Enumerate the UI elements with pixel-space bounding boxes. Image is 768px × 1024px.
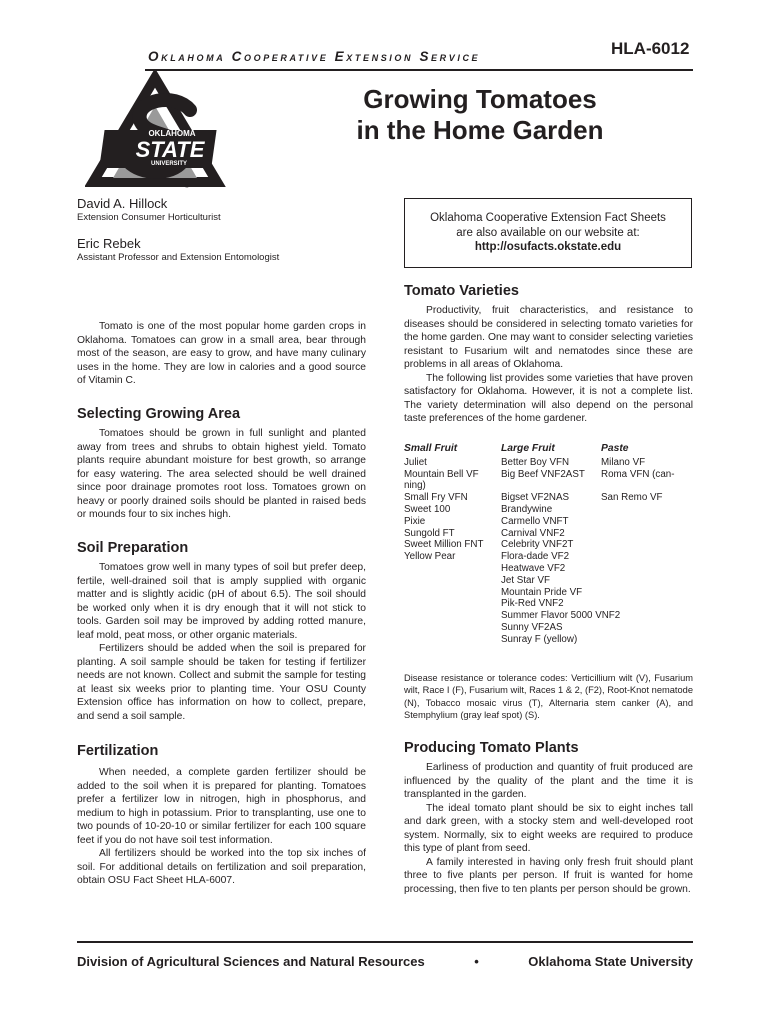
list-item: Brandywine [501,503,553,515]
list-item: Jet Star VF [501,574,550,586]
page-title [302,84,658,146]
list-item: Better Boy VFN [501,456,570,468]
heading-fertilization: Fertilization [77,743,159,759]
website-info-box [404,198,692,268]
variety-header-large: Large Fruit [501,443,555,454]
list-item: Sungold FT [404,527,455,539]
factbox-line-2: are also available on our website at: [456,226,640,239]
factbox-url[interactable]: http://osufacts.okstate.edu [474,241,622,253]
heading-producing-tomato-plants: Producing Tomato Plants [404,740,579,756]
list-item: Celebrity VNF2T [501,539,574,551]
list-item: San Remo VF [601,492,663,504]
variety-header-paste: Paste [601,443,629,454]
list-item: Sunray F (yellow) [501,633,578,645]
list-item: Yellow Pear [404,551,456,563]
list-item: Carmello VNFT [501,515,569,527]
heading-selecting-growing-area: Selecting Growing Area [77,406,241,422]
author-title-1: Extension Consumer Horticulturist [77,212,221,223]
list-item: Summer Flavor 5000 VNF2 [501,610,621,622]
list-item: Sweet Million FNT [404,539,484,551]
logo-text-state: STATE [135,137,205,162]
section-soil-body: Tomatoes grow well in many types of soil but prefer deep, fertile, well-drained soil that is amply supplied with organic matter and is slightly acidic (pH of about 6.5). The soil should be worked only when it is dry enough that it will not stick to tools. Garden soil may be improved by adding rotted manure, leaf mold, peat moss, or other organic materials. Fertilizers should be added when the soil is prepared for planting. A soil sample should be taken for testing if fertilizer needs are not known. Collect and submit the sample for testing at least six weeks prior to planting time. Your OSU County Extension office has information on how to collect, prepare, and send a soil sample. [77,562,366,722]
variety-column-small [404,443,483,563]
list-item: Big Beef VNF2AST [501,468,585,480]
logo-text-university: UNIVERSITY [150,161,188,167]
osu-logo [85,70,230,190]
list-item: Small Fry VFN [404,492,468,504]
section-area-body: Tomatoes should be grown in full sunlight and planted away from trees and shrubs to obtain highest yield. Tomato plants require abundant moisture for best growth, so arrange for easy watering. The area selected should be well drained since poor drainage promotes root loss. Tomatoes grown on heavy or poorly drained soils should be planted in raised beds or mounds four to six inches high. [77,428,366,520]
variety-column-paste [601,443,675,504]
list-item: Pixie [404,515,426,527]
title-line-2: in the Home Garden [356,115,604,145]
list-item: Pik-Red VNF2 [501,598,564,610]
list-item [601,480,675,492]
author-name-1: David A. Hillock [77,196,168,211]
logo-text-oklahoma: OKLAHOMA [148,129,196,138]
list-item: Mountain Bell VF [404,468,479,480]
author-name-2: Eric Rebek [77,236,141,251]
heading-soil-preparation: Soil Preparation [77,540,189,556]
list-item: Heatwave VF2 [501,562,566,574]
list-item: Juliet [404,456,427,468]
section-fert-body: When needed, a complete garden fertilizer should be added to the soil when it is prepared for planting. Tomatoes prefer a fertilizer low in nitrogen, high in phosphorus, and medium to high in potassium. Prior to transplanting, use one to two pounds of 10-20-10 or similar fertilizer for each 100 square feet if you do not have soil test information. All fertilizers should be worked into the top six inches of soil. For additional details on fertilization and soil preparation, obtain OSU Fact Sheet HLA-6007. [77,767,366,886]
list-item: Roma VFN (can- [601,468,675,480]
factbox-line-1: Oklahoma Cooperative Extension Fact Sheets [430,212,666,224]
author-title-2: Assistant Professor and Extension Entomologist [77,252,280,263]
list-item: Carnival VNF2 [501,527,565,539]
footer-university: Oklahoma State University [528,954,693,969]
intro-paragraph: Tomato is one of the most popular home garden crops in Oklahoma. Tomatoes can grow in a small area, bear through most of the season, are easy to grow, and have many culinary uses in the home. They are low in calories and a good source of Vitamin C. [77,321,366,386]
list-item: ning) [404,480,426,492]
fact-sheet-code: HLA-6012 [611,39,690,58]
series-name: Oklahoma Cooperative Extension Service [148,49,481,64]
heading-tomato-varieties: Tomato Varieties [404,283,519,299]
disease-codes-note: Disease resistance or tolerance codes: Verticillium wilt (V), Fusarium wilt, Race I (F), Fusarium wilt, Races 1 & 2, (F2), Root-Knot nematode (N), Tobacco mosaic virus (T), Alternaria stem canker (A), and Stemphylium (gray leaf spot) (S). [404,673,693,720]
footer [77,954,693,969]
footer-division: Division of Agricultural Sciences and Natural Resources [77,954,425,969]
list-item: Sunny VF2AS [501,621,563,633]
logo-registered-mark: ® [185,184,189,190]
list-item: Sweet 100 [404,503,451,515]
footer-separator: • [474,954,479,969]
list-item: Mountain Pride VF [501,586,583,598]
footer-rule [77,941,693,943]
title-line-1: Growing Tomatoes [363,84,597,114]
list-item: Bigset VF2NAS [501,492,570,504]
variety-header-small: Small Fruit [404,443,458,454]
section-varieties-body: Productivity, fruit characteristics, and resistance to diseases should be considered in selecting tomato varieties for the home garden. One may want to consider selecting varieties resistant to Fusarium wilt and nematodes since these are problems in all areas of Oklahoma. The following list provides some varieties that have proven satisfactory for Oklahoma. However, it is not a complete list. The variety determination will also depend on the personal taste preferences of the home gardener. [404,305,693,424]
section-producing-body: Earliness of production and quantity of fruit produced are influenced by the quality of the plant and the time it is transplanted in the garden. The ideal tomato plant should be six to eight inches tall and dark green, with a stocky stem and well-developed root system. Normally, six to eight weeks are required to produce this type of plant from seed. A family interested in having only fresh fruit should plant three to five plants per person. If fruit is wanted for home processing, then five to ten plants per person should be grown. [404,762,693,895]
list-item: Flora-dade VF2 [501,551,570,563]
list-item: Milano VF [601,456,646,468]
